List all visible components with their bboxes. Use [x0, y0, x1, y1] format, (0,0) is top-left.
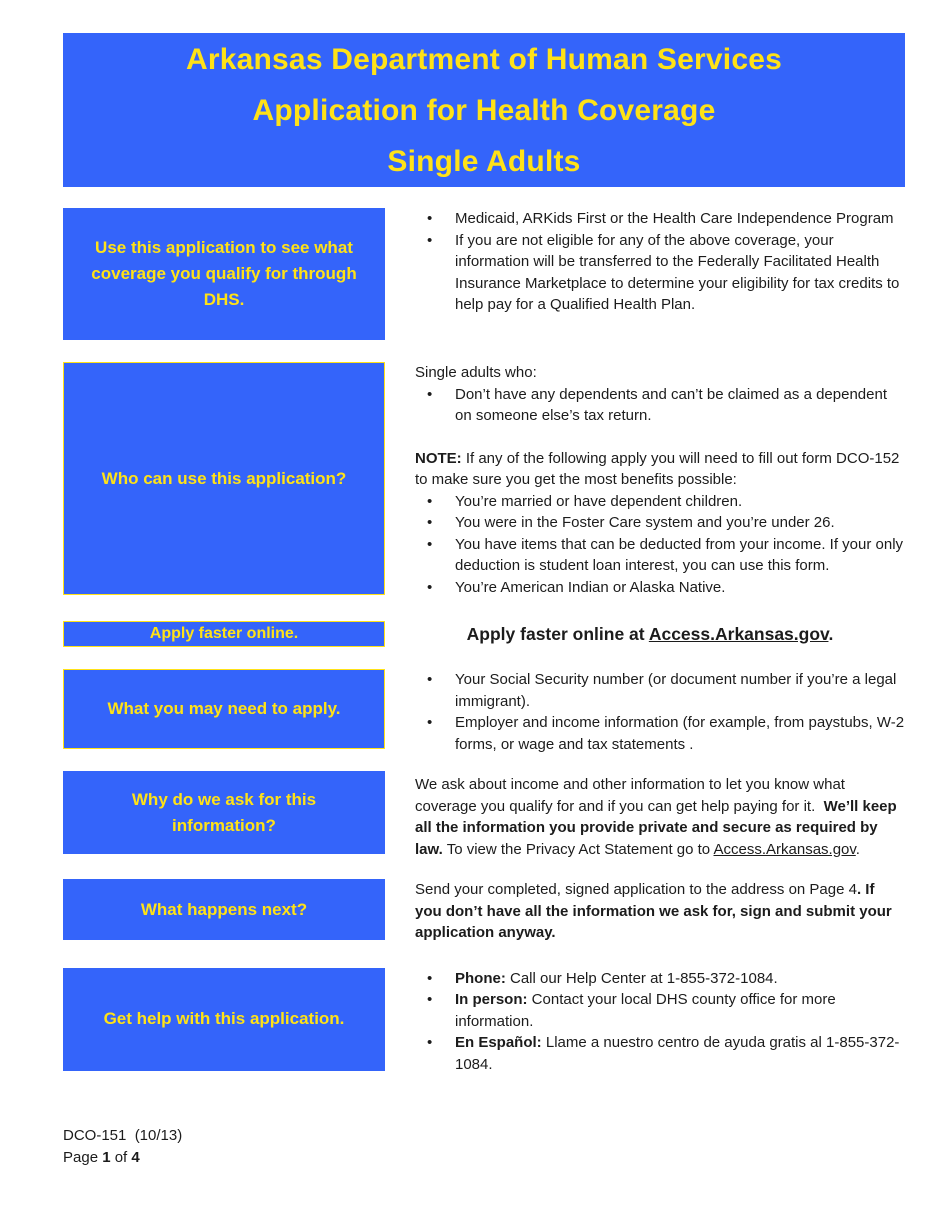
- text-run: We ask about income and other information to let you know what coverage you qualify for and if you can get help paying for it.: [415, 776, 850, 815]
- text-run: NOTE:: [415, 449, 462, 467]
- header-title-line1: Arkansas Department of Human Services: [186, 42, 782, 76]
- section-label: What happens next?: [140, 899, 308, 919]
- text-run: Send your completed, signed application to the address on Page 4: [415, 881, 857, 898]
- bullet-list: [415, 669, 909, 755]
- form-number: DCO-151 (10/13): [63, 1127, 183, 1144]
- text-run: Your Social Security number (or document number if you’re a legal immigrant).: [455, 671, 901, 710]
- text-run: You were in the Foster Care system and you’re under 26.: [455, 514, 835, 531]
- text-run: Don’t have any dependents and can’t be claimed as a dependent on someone else’s tax return.: [455, 385, 892, 424]
- header-banner: [63, 33, 905, 187]
- section-content: [415, 669, 909, 755]
- section-what-happens-next: [63, 879, 905, 944]
- text-run: .: [855, 840, 860, 858]
- sections-container: [63, 208, 909, 1075]
- bullet-list: [415, 968, 905, 1076]
- section-label-box: [63, 208, 385, 340]
- section-use-application: [63, 208, 905, 340]
- text-run: Contact your local DHS county office for more information.: [455, 991, 840, 1030]
- bullet-item: [415, 989, 905, 1032]
- text-run: We’ll keep all the information you provide private and secure as required by law.: [415, 797, 901, 858]
- text-run: You’re American Indian or Alaska Native.: [455, 578, 726, 596]
- paragraph: [415, 879, 905, 944]
- paragraph: [415, 362, 905, 384]
- text-run: En Español:: [455, 1034, 542, 1051]
- text-run: If you are not eligible for any of the above coverage, your information will be transferred to the Federally Facilitated Health Insurance Marketplace to determine your eligibility for tax credits to help pay for a Qualified Health Plan.: [455, 231, 904, 313]
- section-why-we-ask: [63, 771, 905, 860]
- section-content: [415, 208, 905, 316]
- bullet-list: [415, 208, 905, 316]
- section-label: Apply faster online.: [149, 625, 299, 642]
- section-label: Who can use this application?: [101, 468, 347, 488]
- section-apply-faster: [63, 621, 905, 647]
- paragraph: [415, 448, 905, 491]
- text-run: In person:: [455, 991, 528, 1008]
- section-get-help: [63, 968, 905, 1076]
- bullet-item: [415, 384, 905, 427]
- section-content: [415, 362, 908, 598]
- section-label-box: [63, 879, 385, 940]
- section-label-box: [63, 669, 385, 749]
- bullet-item: [415, 208, 905, 230]
- text-run: 4: [131, 1149, 140, 1166]
- bullet-item: [415, 230, 905, 316]
- section-content: [415, 771, 905, 860]
- paragraph: [415, 621, 885, 647]
- text-run: To view the Privacy Act Statement go to: [442, 840, 714, 858]
- section-label-box: [63, 968, 385, 1071]
- header-title-line2: Application for Health Coverage: [252, 93, 716, 127]
- bullet-list: [415, 384, 905, 427]
- section-label: Use this application to see what coverage you qualify for through DHS.: [91, 238, 357, 309]
- section-content: [415, 879, 905, 944]
- text-run: Medicaid, ARKids First or the Health Care Independence Program: [455, 210, 894, 227]
- spacer: [415, 427, 905, 448]
- text-run: . If you don’t have all the information we ask for, sign and submit your application anyway.: [415, 881, 896, 941]
- bullet-item: [415, 491, 905, 513]
- section-content: [415, 621, 885, 647]
- text-run: of: [110, 1149, 132, 1166]
- text-run: You’re married or have dependent children.: [455, 492, 743, 510]
- text-run: Apply faster online at: [466, 624, 649, 644]
- text-run: Call our Help Center at 1-855-372-1084.: [505, 969, 778, 987]
- link[interactable]: Access.Arkansas.gov: [648, 624, 829, 644]
- link[interactable]: Access.Arkansas.gov: [713, 840, 856, 858]
- page-number: [63, 1147, 905, 1169]
- text-run: 1: [102, 1149, 111, 1166]
- section-label-box: [63, 621, 385, 647]
- text-run: Employer and income information (for example, from paystubs, W-2 forms, or wage and tax statements .: [455, 714, 909, 753]
- text-run: Single adults who:: [415, 364, 537, 381]
- section-label-box: [63, 771, 385, 854]
- footer: [63, 1125, 905, 1169]
- section-label: Get help with this application.: [103, 1009, 345, 1028]
- bullet-item: [415, 534, 908, 577]
- section-label-box: [63, 362, 385, 595]
- text-run: Llame a nuestro centro de ayuda gratis al 1-855-372-1084.: [455, 1034, 900, 1073]
- section-label: What you may need to apply.: [107, 699, 341, 718]
- bullet-item: [415, 512, 905, 534]
- bullet-item: [415, 1032, 905, 1075]
- section-label: Why do we ask for this information?: [131, 789, 317, 835]
- text-run: Page: [63, 1149, 103, 1166]
- section-content: [415, 968, 905, 1076]
- header-title-line3: Single Adults: [387, 144, 581, 178]
- text-run: You have items that can be deducted from your income. If your only deduction is student loan interest, you can use this form.: [455, 535, 908, 574]
- paragraph: [415, 774, 905, 860]
- text-run: If any of the following apply you will need to fill out form DCO-152 to make sure you get the most benefits possible:: [415, 449, 904, 488]
- bullet-item: [415, 577, 905, 599]
- section-what-you-need: [63, 669, 909, 755]
- text-run: Phone:: [455, 969, 506, 987]
- bullet-item: [415, 669, 905, 712]
- document-page: [63, 33, 909, 1169]
- section-who-can-use: [63, 362, 908, 598]
- bullet-item: [415, 968, 905, 990]
- bullet-list: [415, 491, 908, 599]
- text-run: .: [828, 624, 834, 644]
- bullet-item: [415, 712, 909, 755]
